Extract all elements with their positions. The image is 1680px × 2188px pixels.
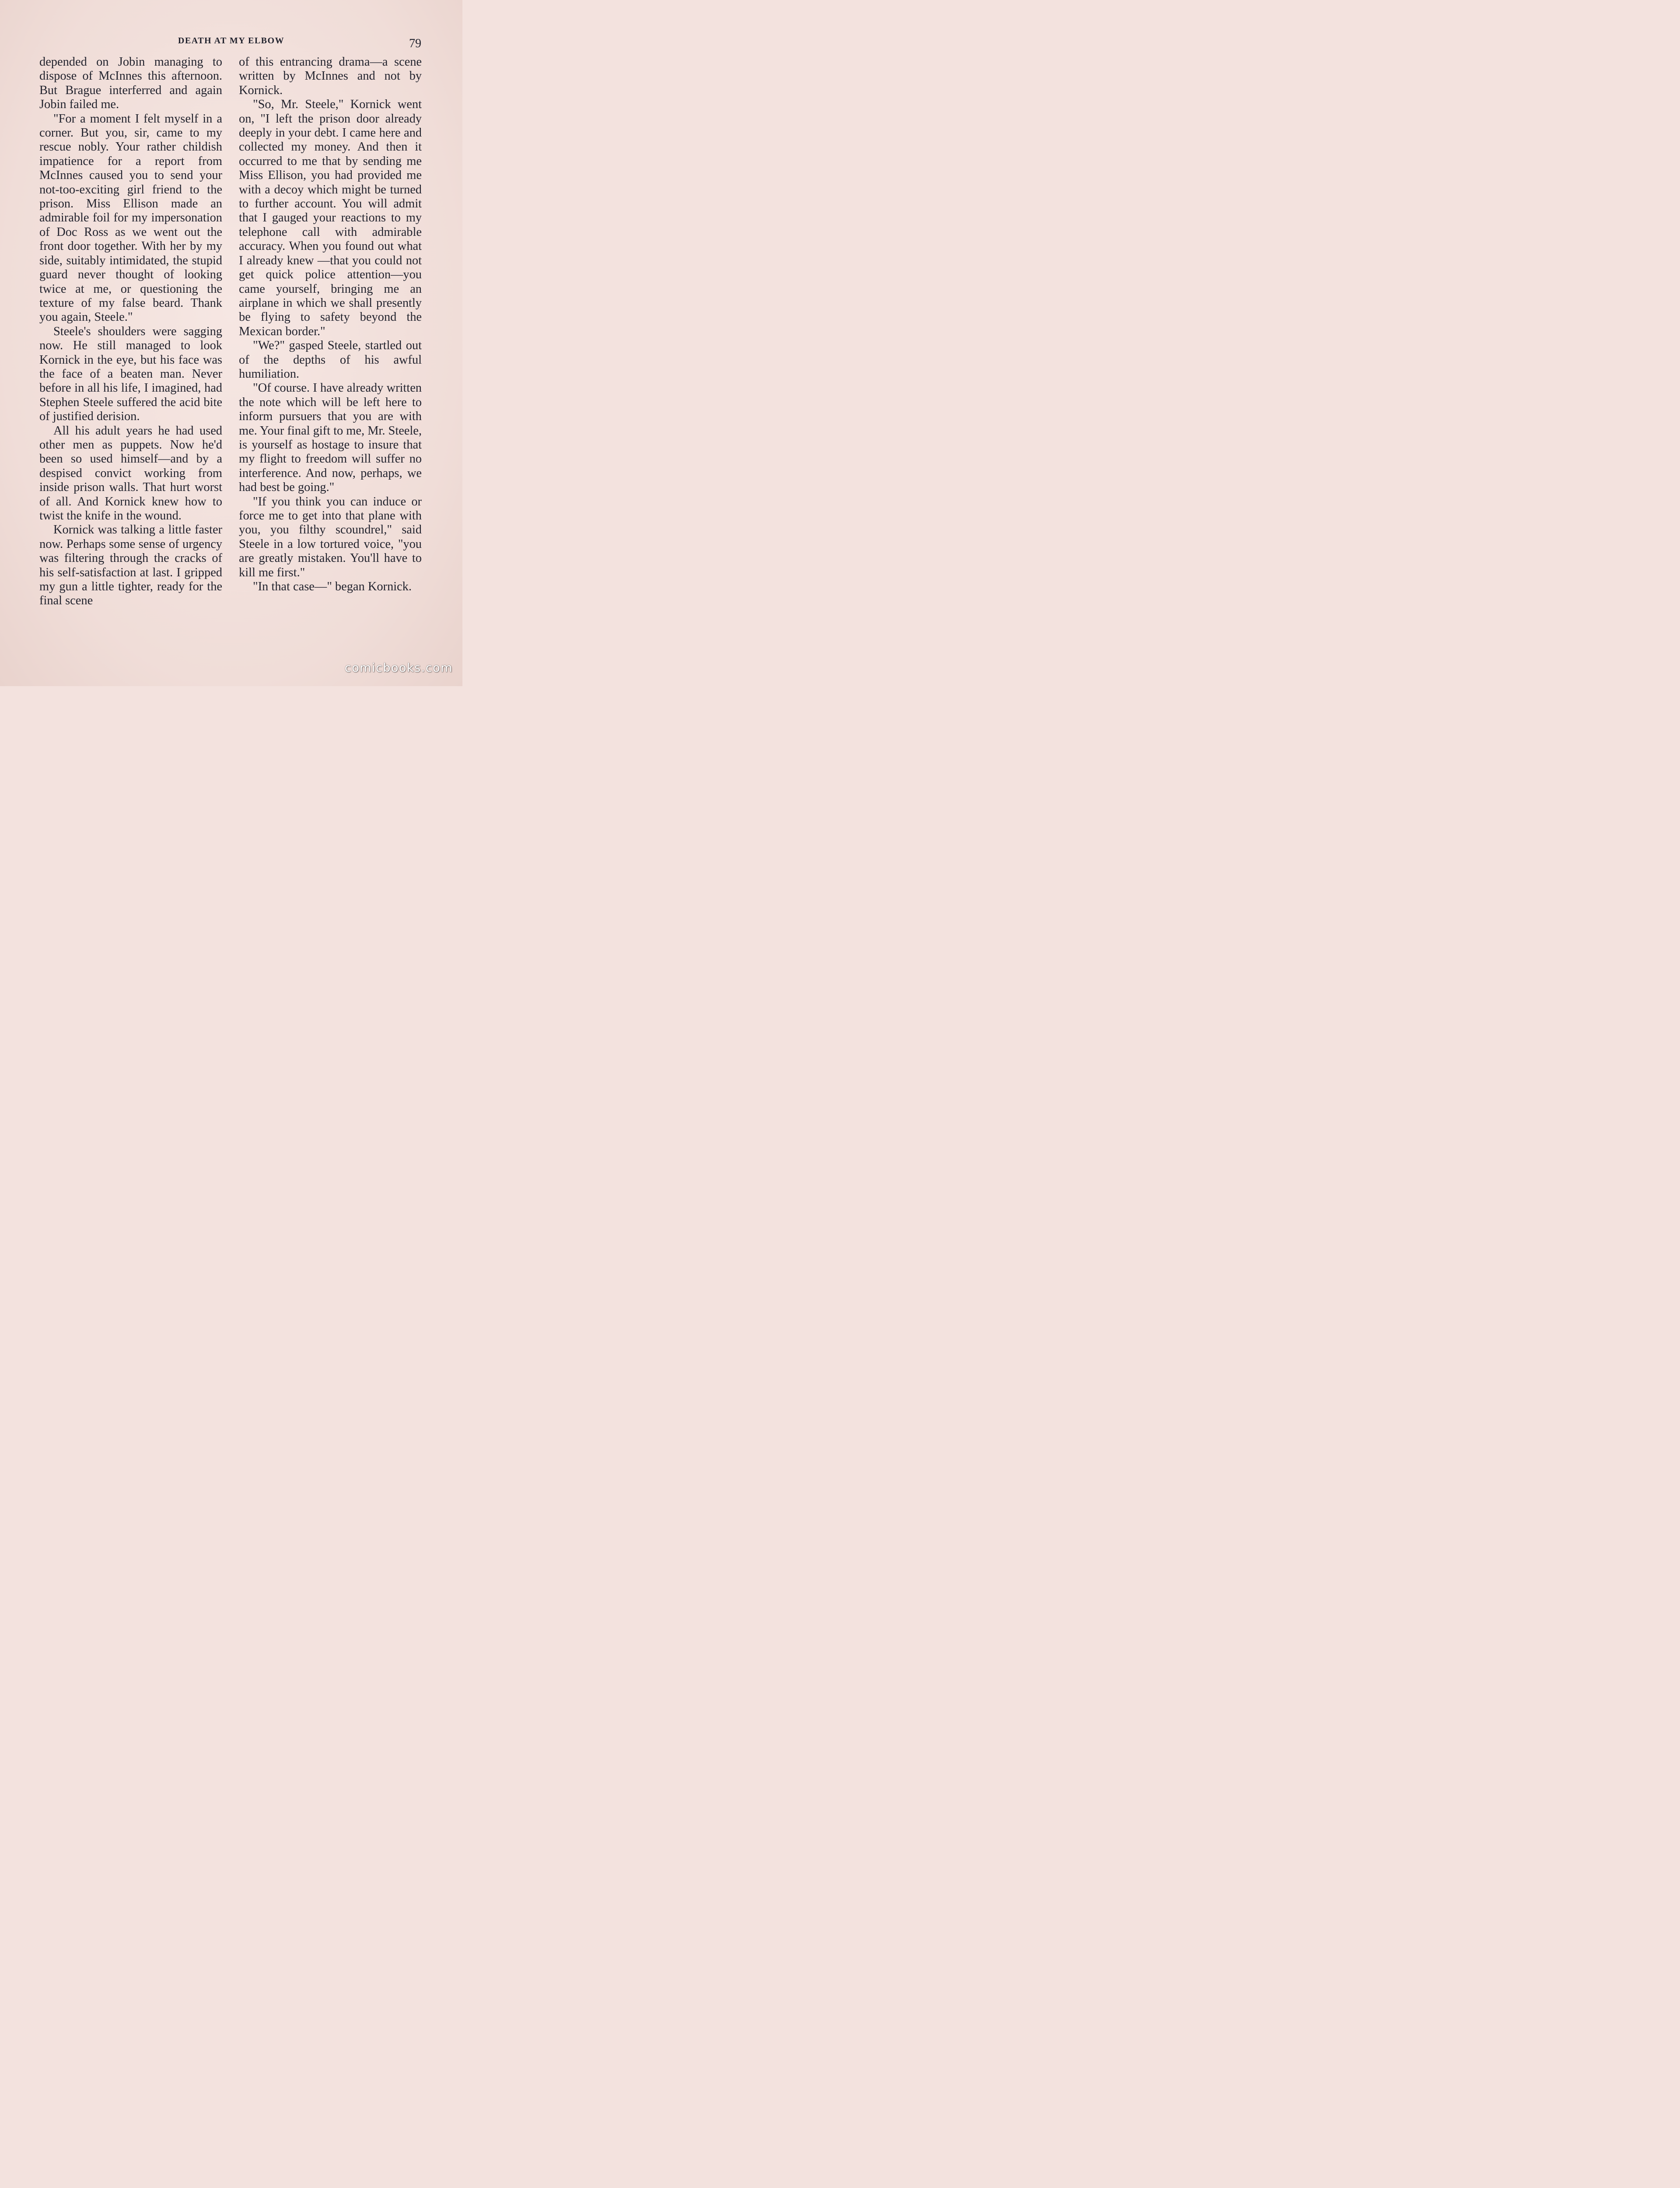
paragraph: Steele's shoulders were sagging now. He still managed to look Kornick in the eye, but his face was the face of a beaten man. Never before in all his life, I imagined, had Stephen Steele suffered the acid bite of justified derision.: [39, 324, 222, 424]
page-number: 79: [409, 37, 421, 50]
paragraph: "We?" gasped Steele, startled out of the depths of his awful humiliation.: [239, 339, 422, 381]
paragraph: "In that case—" began Kornick.: [253, 580, 412, 594]
paragraph: "For a moment I felt myself in a corner. But you, sir, came to my rescue nobly. Your rather childish impatience for a report from McInnes caused you to send your not-too-exciting girl friend to the prison. Miss Ellison made an admirable foil for my impersonation of Doc Ross as we went out the front door together. With her by my side, suitably intimidated, the stupid guard never thought of looking twice at me, or questioning the texture of my false beard. Thank you again, Steele.": [39, 112, 222, 324]
paragraph: depended on Jobin managing to dispose of McInnes this afternoon. But Brague interferred and again Jobin failed me.: [39, 55, 222, 112]
paragraph: "So, Mr. Steele," Kornick went on, "I left the prison door already deeply in your debt. I came here and collected my money. And then it occurred to me that by sending me Miss Ellison, you had provided me with a decoy which might be turned to further account. You will admit that I gauged your reactions to my telephone call with admirable accuracy. When you found out what I already knew —that you could not get quick police attention—you came yourself, bringing me an airplane in which we shall presently be flying to safety beyond the Mexican border.": [239, 98, 422, 338]
left-column: [39, 55, 222, 608]
book-page: [0, 0, 462, 686]
paragraph: "Of course. I have already written the note which will be left here to inform pursuers that you are with me. Your final gift to me, Mr. Steele, is yourself as hostage to insure that my flight to freedom will suffer no interference. And now, perhaps, we had best be going.": [239, 381, 422, 494]
paragraph: All his adult years he had used other men as puppets. Now he'd been so used himself—and by a despised convict working from inside prison walls. That hurt worst of all. And Kornick knew how to twist the knife in the wound.: [39, 424, 222, 522]
paragraph: "If you think you can induce or force me to get into that plane with you, you filthy scoundrel," said Steele in a low tortured voice, "you are greatly mistaken. You'll have to kill me first.": [239, 494, 422, 579]
watermark: comicbooks.com: [344, 661, 453, 675]
paragraph: Kornick was talking a little faster now. Perhaps some sense of urgency was filtering through the cracks of his self-satisfaction at last. I gripped my gun a little tighter, ready for the final scene: [39, 523, 222, 608]
right-column: [239, 55, 422, 594]
paragraph: of this entrancing drama—a scene written by McInnes and not by Kornick.: [239, 55, 422, 97]
running-head: DEATH AT MY ELBOW: [178, 36, 285, 46]
